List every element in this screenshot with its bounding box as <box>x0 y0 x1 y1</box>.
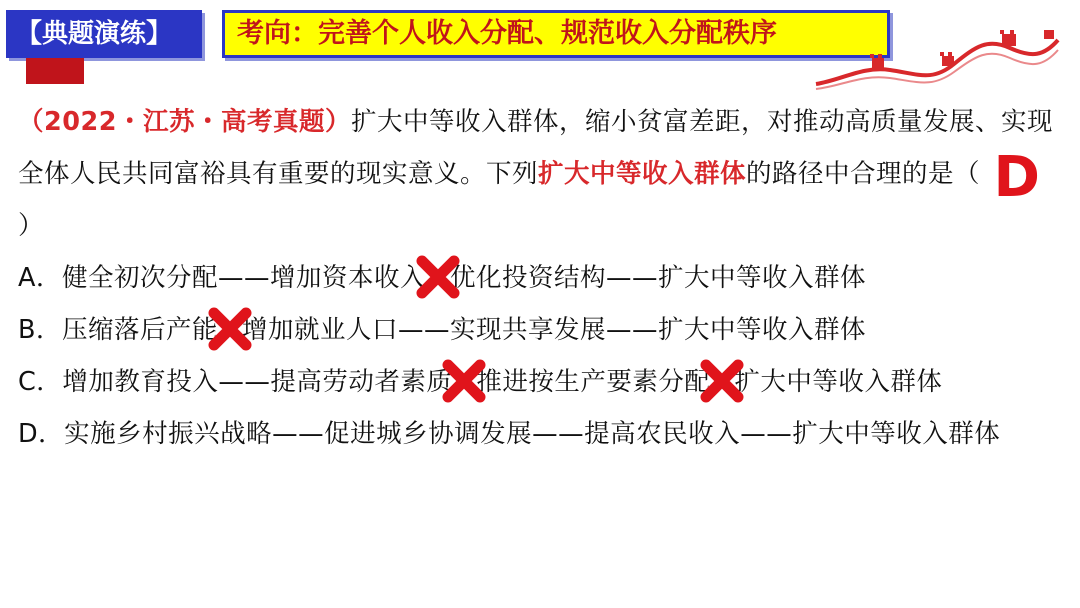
option-letter: B． <box>18 315 62 345</box>
option-step: 扩大中等收入群体 <box>658 263 867 293</box>
question-block <box>18 96 1058 460</box>
connector: —— <box>606 315 659 345</box>
option-step: 扩大中等收入群体 <box>792 419 1001 449</box>
option-letter: C． <box>18 367 63 397</box>
connector: —— <box>740 419 793 449</box>
connector: —— <box>217 263 270 293</box>
stem-text-1: 扩大中等收入群体，缩小贫富差距，对推动高质量发展、实现全体人民共同富裕具有重要的现实意义。下列 <box>18 107 1053 189</box>
question-source: （2022・江苏・高考真题） <box>18 107 351 137</box>
option-step: 提高农民收入 <box>584 419 741 449</box>
option-step: 健全初次分配 <box>61 263 218 293</box>
connector: —— <box>606 263 658 293</box>
option-step: 扩大中等收入群体 <box>658 315 867 345</box>
connector: —— <box>532 419 585 449</box>
great-wall-icon <box>812 26 1062 90</box>
tag-accent-bar <box>26 58 84 84</box>
option-a <box>18 252 1058 304</box>
question-stem <box>18 96 1058 252</box>
cross-mark-icon <box>710 356 734 408</box>
option-step: 提高劳动者素质 <box>270 367 453 397</box>
stem-highlight: 扩大中等收入群体 <box>538 159 747 189</box>
option-b <box>18 304 1058 356</box>
option-d <box>18 408 1058 460</box>
option-letter: D． <box>18 419 65 449</box>
connector: —— <box>272 419 325 449</box>
connector: —— <box>218 367 271 397</box>
stem-text-2: 的路径中合理的是（ <box>746 159 981 189</box>
option-step: 增加教育投入 <box>62 367 219 397</box>
option-letter: A． <box>18 263 62 293</box>
option-step: 增加资本收入 <box>269 263 426 293</box>
cross-mark-icon <box>218 304 242 356</box>
option-step: 实施乡村振兴战略 <box>64 419 273 449</box>
option-step: 优化投资结构 <box>449 263 606 293</box>
answer-mark: D <box>993 145 1041 210</box>
cross-mark-icon <box>452 356 476 408</box>
stem-close: ） <box>18 211 45 241</box>
option-step: 扩大中等收入群体 <box>734 367 943 397</box>
cross-mark-icon <box>426 252 450 304</box>
connector: —— <box>398 315 451 345</box>
topic-banner: 考向：完善个人收入分配、规范收入分配秩序 <box>222 10 890 58</box>
option-step: 促进城乡协调发展 <box>324 419 533 449</box>
option-step: 推进按生产要素分配 <box>476 367 711 397</box>
option-step: 实现共享发展 <box>450 315 607 345</box>
section-tag: 【典题演练】 <box>6 10 202 58</box>
option-step: 增加就业人口 <box>242 315 399 345</box>
option-c <box>18 356 1058 408</box>
option-step: 压缩落后产能 <box>62 315 219 345</box>
